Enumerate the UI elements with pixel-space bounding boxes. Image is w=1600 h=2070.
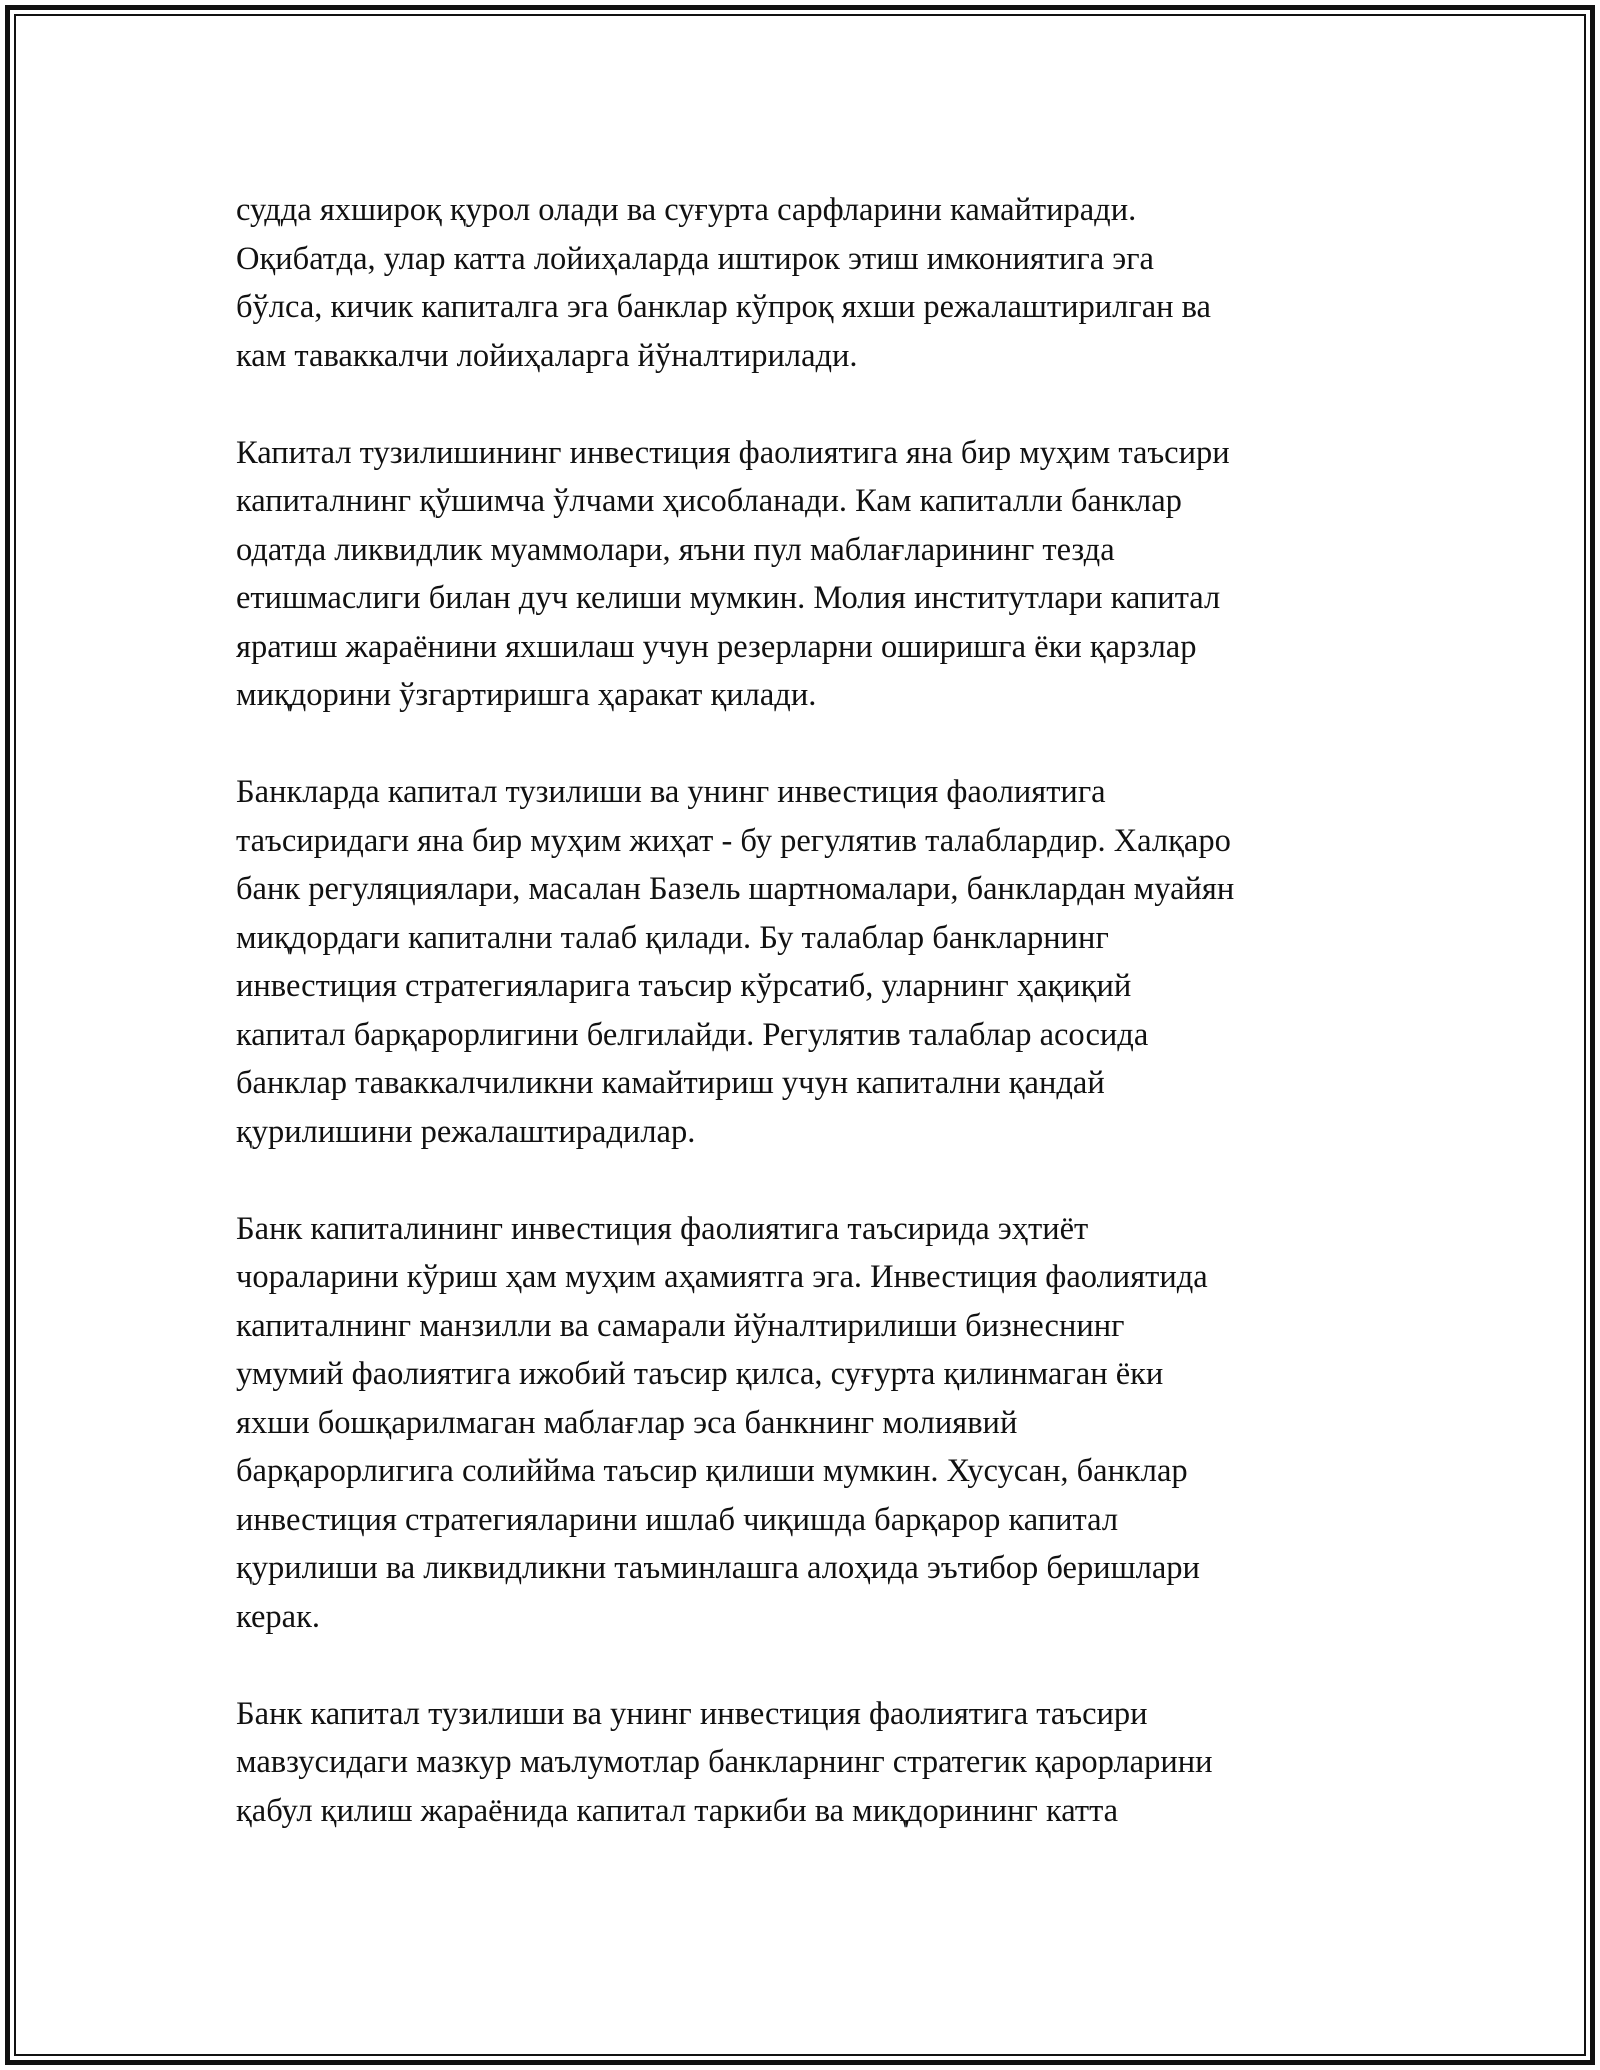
paragraph-4: Банк капиталининг инвестиция фаолиятига таъсирида эҳтиёт чораларини кўриш ҳам муҳим аҳамиятга эга. Инвестиция фаолиятида капиталнинг манзилли ва самарали йўналтирилиши бизнеснинг умумий фаолиятига ижобий таъсир қилса, суғурта қилинмаган ёки яхши бошқарилмаган маблағлар эса банкнинг молиявий барқарорлигига солиййма таъсир қилиши мумкин. Хусусан, банклар инвестиция стратегияларини ишлаб чиқишда барқарор капитал қурилиши ва ликвидликни таъминлашга алоҳида эътибор беришлари керак. <box>236 1210 1208 1635</box>
paragraph-3: Банкларда капитал тузилиши ва унинг инвестиция фаолиятига таъсиридаги яна бир муҳим жиҳат - бу регулятив талаблардир. Халқаро банк регуляциялари, масалан Базель шартномалари, банклардан муайян миқдордаги капитални талаб қилади. Бу талаблар банкларнинг инвестиция стратегияларига таъсир кўрсатиб, уларнинг ҳақиқий капитал барқарорлигини белгилайди. Регулятив талаблар асосида банклар таваккалчиликни камайтириш учун капитални қандай қурилишини режалаштирадилар. <box>236 774 1235 1150</box>
paragraph-5: Банк капитал тузилиши ва унинг инвестиция фаолиятига таъсири мавзусидаги мазкур маълумотлар банкларнинг стратегик қарорларини қабул қилиш жараёнида капитал таркиби ва миқдорининг катта <box>236 1695 1213 1829</box>
document-body <box>236 186 1366 1835</box>
paragraph-1: судда яхшироқ қурол олади ва суғурта сарфларини камайтиради. Оқибатда, улар катта лойиҳаларда иштирок этиш имкониятига эга бўлса, кичик капиталга эга банклар кўпроқ яхши режалаштирилган ва кам таваккалчи лойиҳаларга йўналтирилади. <box>236 192 1211 374</box>
paragraph-2: Капитал тузилишининг инвестиция фаолиятига яна бир муҳим таъсири капиталнинг қўшимча ўлчами ҳисобланади. Кам капиталли банклар одатда ликвидлик муаммолари, яъни пул маблағларининг тезда етишмаслиги билан дуч келиши мумкин. Молия институтлари капитал яратиш жараёнини яхшилаш учун резерларни оширишга ёки қарзлар миқдорини ўзгартиришга ҳаракат қилади. <box>236 434 1230 713</box>
